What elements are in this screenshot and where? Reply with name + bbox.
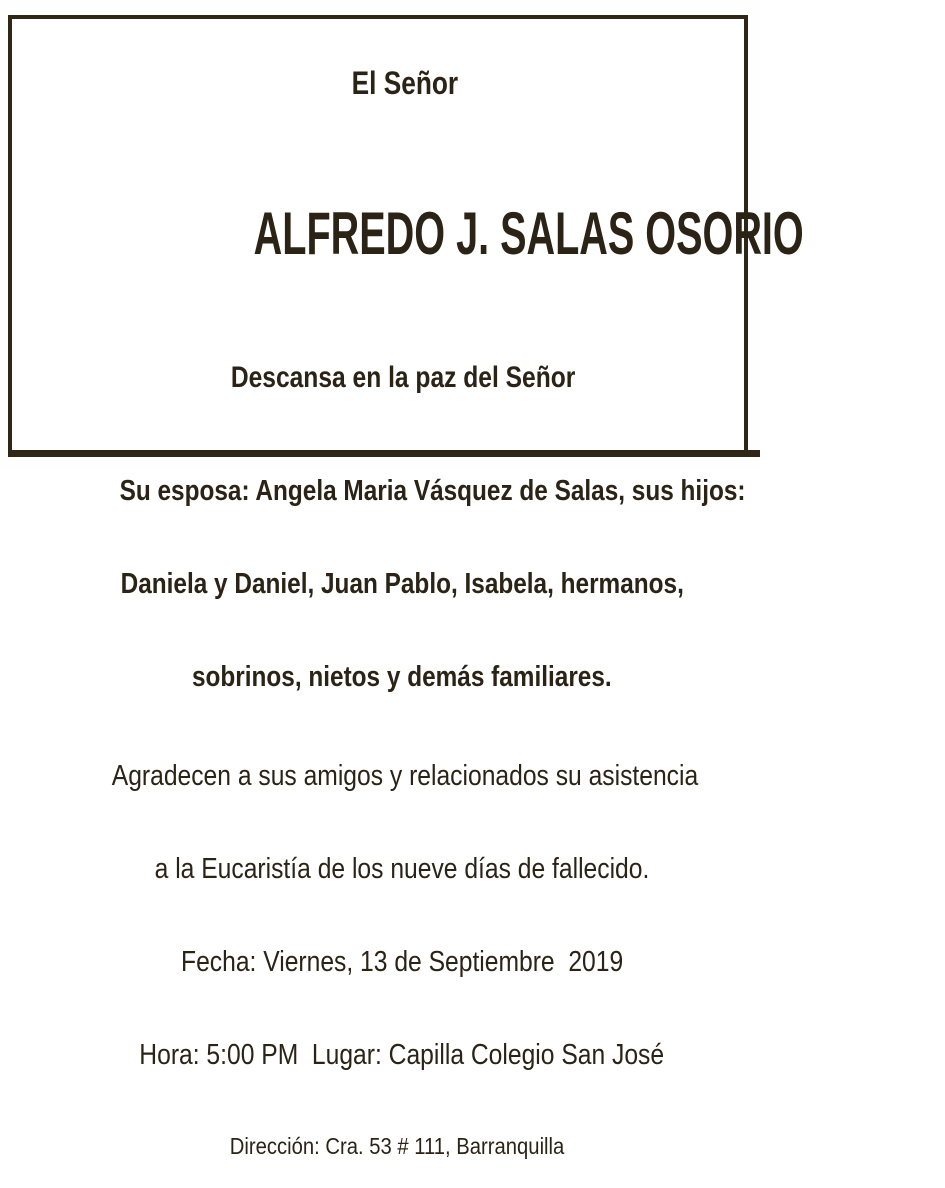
rest-in-peace-line — [12, 327, 744, 429]
date-line-text: Fecha: Viernes, 13 de Septiembre 2019 — [181, 946, 624, 978]
time-place-line-text: Hora: 5:00 PM Lugar: Capilla Colegio San José — [139, 1039, 665, 1071]
invitation-line-text: Agradecen a sus amigos y relacionados su asistencia — [112, 760, 699, 792]
invitation-line — [12, 730, 744, 823]
invitation-line-text: a la Eucaristía de los nueve días de fallecido. — [154, 853, 650, 885]
address-line-text: Dirección: Cra. 53 # 111, Barranquilla — [229, 1133, 565, 1159]
salutation-text: El Señor — [351, 65, 458, 101]
deceased-name-text: ALFREDO J. SALAS OSORIO — [253, 200, 804, 267]
rest-in-peace-text: Descansa en la paz del Señor — [230, 361, 576, 394]
family-line — [12, 631, 744, 724]
family-line — [12, 538, 744, 631]
invitation-line — [12, 823, 744, 916]
notice-border-frame — [8, 15, 804, 1159]
salutation-line — [12, 29, 744, 137]
address-line — [12, 1104, 744, 1188]
family-line-text: Su esposa: Angela Maria Vásquez de Salas, sus hijos: — [119, 475, 746, 507]
family-line-text: sobrinos, nietos y demás familiares. — [192, 661, 613, 693]
time-place-line — [12, 1009, 744, 1102]
family-line-text: Daniela y Daniel, Juan Pablo, Isabela, hermanos, — [120, 568, 684, 600]
family-line — [12, 445, 744, 538]
date-line — [12, 916, 744, 1009]
bottom-rule-overhang — [740, 450, 760, 457]
deceased-name-line — [12, 141, 804, 327]
